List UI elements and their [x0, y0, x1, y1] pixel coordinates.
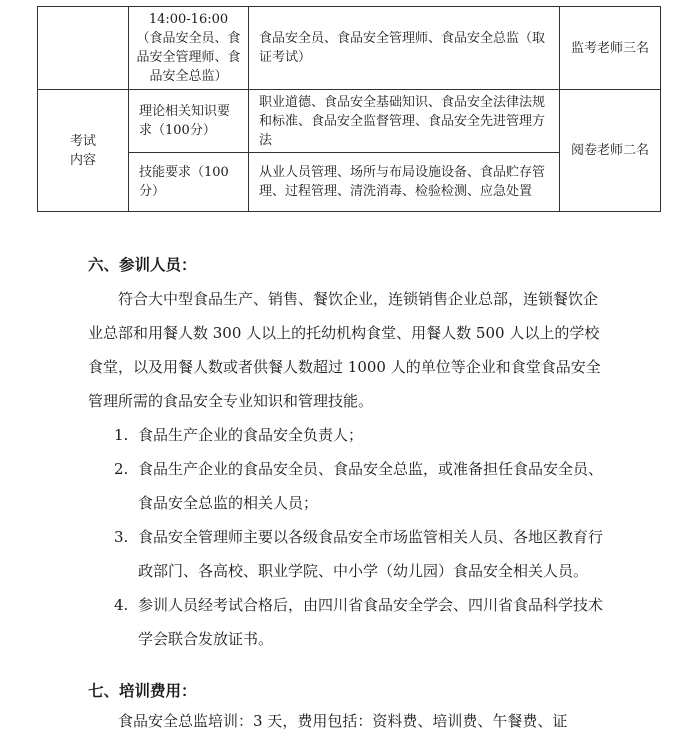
section6-body [88, 282, 608, 656]
list-item [88, 520, 608, 588]
table-row-theory [38, 90, 661, 153]
section6-intro: 符合大中型食品生产、销售、餐饮企业，连锁销售企业总部，连锁餐饮企业总部和用餐人数 300 人以上的托幼机构食堂、用餐人数 500 人以上的学校食堂，以及用餐人数或者供餐人数超过 1000 人的单位等企业和食堂食品安全管理所需的食品安全专业知识和管理技能。 [88, 290, 601, 410]
section7-body [88, 704, 608, 738]
exam-target: （食品安全员、食品安全管理师、食品安全总监） [136, 31, 241, 84]
section7-intro: 食品安全总监培训：3 天，费用包括：资料费、培训费、午餐费、证 [118, 712, 568, 730]
exam-desc: 食品安全员、食品安全管理师、食品安全总监（取证考试） [259, 31, 546, 65]
exam-time: 14:00-16:00 [148, 12, 229, 27]
table-cell-proctor [560, 7, 661, 90]
exam-schedule-table [37, 6, 661, 212]
category-line-2: 内容 [69, 152, 96, 168]
table-cell-empty [38, 7, 129, 90]
list-item-text: 食品生产企业的食品安全员、食品安全总监，或准备担任食品安全员、食品安全总监的相关人员； [138, 460, 604, 512]
proctor-staff: 监考老师三名 [570, 40, 649, 56]
skills-item: 技能要求（100分） [139, 165, 229, 199]
list-item-text: 食品安全管理师主要以各级食品安全市场监管相关人员、各地区教育行政部门、各高校、职业学院、中小学（幼儿园）食品安全相关人员。 [138, 528, 604, 580]
theory-desc: 职业道德、食品安全基础知识、食品安全法律法规和标准、食品安全监督管理、食品安全先进管理方法 [259, 94, 546, 148]
list-item-text: 参训人员经考试合格后，由四川省食品安全学会、四川省食品科学技术学会联合发放证书。 [138, 596, 604, 648]
table-cell-skills-desc [249, 153, 560, 212]
skills-desc: 从业人员管理、场所与布局设施设备、食品贮存管理、过程管理、清洗消毒、检验检测、应急处置 [259, 165, 546, 199]
section7-heading: 七、培训费用： [88, 681, 197, 700]
list-item-text: 食品生产企业的食品安全负责人； [138, 426, 364, 444]
section6-heading: 六、参训人员： [88, 255, 197, 274]
list-item-number: 4. [114, 596, 129, 614]
table-row-afternoon [38, 7, 661, 90]
table-cell-grader [560, 90, 661, 212]
list-item-number: 2. [114, 460, 129, 478]
table-cell-exam-desc [249, 7, 560, 90]
table-cell-category [38, 90, 129, 212]
table-cell-theory-desc [249, 90, 560, 153]
category-line-1: 考试 [69, 133, 96, 149]
list-item-number: 3. [114, 528, 129, 546]
table-cell-skills-item [129, 153, 249, 212]
theory-item: 理论相关知识要求（100分） [139, 104, 231, 138]
table-cell-theory-item [129, 90, 249, 153]
list-item [88, 452, 608, 520]
list-item [88, 588, 608, 656]
list-item-number: 1. [114, 426, 129, 444]
table-cell-time [129, 7, 249, 90]
list-item [88, 418, 608, 452]
grader-staff: 阅卷老师二名 [570, 143, 649, 158]
